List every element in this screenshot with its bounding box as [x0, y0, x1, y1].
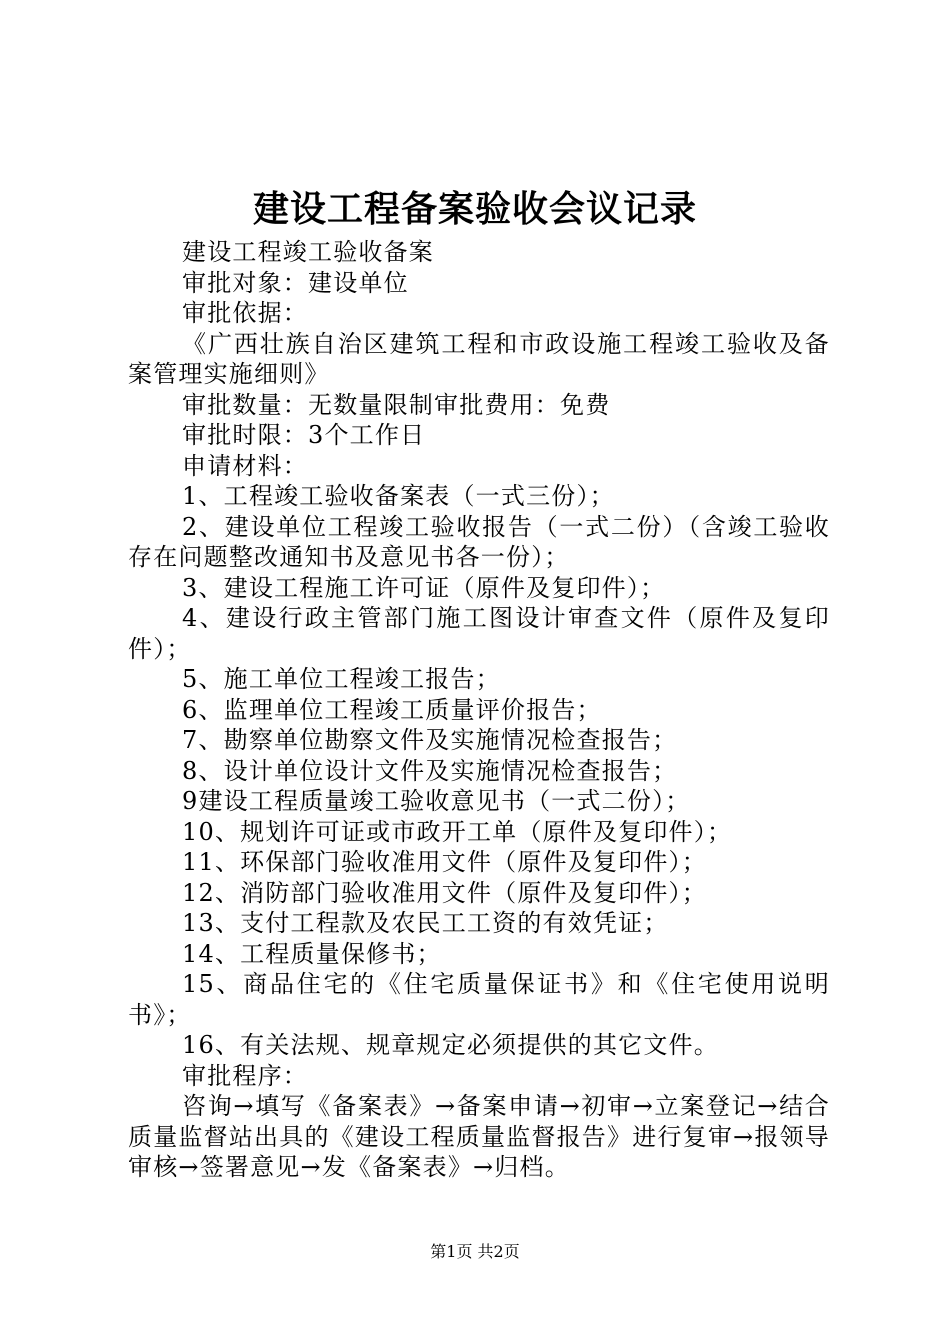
paragraph-materials-label: 申请材料： [182, 451, 308, 480]
paragraph-approval-quantity-fee: 审批数量：无数量限制审批费用：免费 [182, 390, 611, 419]
material-item-3: 3、建设工程施工许可证（原件及复印件）； [182, 573, 666, 602]
material-item-12: 12、消防部门验收准用文件（原件及复印件）； [182, 878, 707, 907]
paragraph-project-name: 建设工程竣工验收备案 [182, 238, 434, 266]
material-item-8: 8、设计单位设计文件及实施情况检查报告； [182, 756, 678, 785]
material-item-16: 16、有关法规、规章规定必须提供的其它文件。 [182, 1031, 719, 1059]
material-item-7: 7、勘察单位勘察文件及实施情况检查报告； [182, 726, 678, 754]
document-title: 建设工程备案验收会议记录 [252, 188, 697, 230]
paragraph-procedure-label: 审批程序： [182, 1061, 308, 1090]
paragraph-approval-basis: 《广西壮族自治区建筑工程和市政设施工程竣工验收及备案管理实施细则》 [128, 329, 830, 388]
material-item-4: 4、建设行政主管部门施工图设计审查文件（原件及复印件）； [128, 604, 830, 663]
paragraph-approval-time-limit: 审批时限：3个工作日 [182, 421, 426, 449]
material-item-14: 14、工程质量保修书； [182, 939, 442, 968]
material-item-6: 6、监理单位工程竣工质量评价报告； [182, 695, 602, 724]
page-footer: 第1页 共2页 [430, 1242, 520, 1261]
paragraph-approval-basis-label: 审批依据： [182, 299, 308, 327]
document-body [128, 237, 830, 1183]
material-item-2: 2、建设单位工程竣工验收报告（一式二份）（含竣工验收存在问题整改通知书及意见书各一份）； [128, 512, 830, 571]
paragraph-procedure: 咨询→填写《备案表》→备案申请→初审→立案登记→结合质量监督站出具的《建设工程质量监督报告》进行复审→报领导审核→签署意见→发《备案表》→归档。 [128, 1092, 830, 1181]
material-item-1: 1、工程竣工验收备案表（一式三份）； [182, 482, 615, 510]
material-item-11: 11、环保部门验收准用文件（原件及复印件）； [182, 848, 707, 876]
material-item-10: 10、规划许可证或市政开工单（原件及复印件）； [182, 817, 733, 846]
material-item-13: 13、支付工程款及农民工工资的有效凭证； [182, 909, 669, 937]
material-item-9: 9建设工程质量竣工验收意见书（一式二份）； [182, 787, 691, 815]
material-item-15: 15、商品住宅的《住宅质量保证书》和《住宅使用说明书》； [128, 970, 830, 1029]
material-item-5: 5、施工单位工程竣工报告； [182, 665, 501, 693]
paragraph-approval-object: 审批对象：建设单位 [182, 268, 409, 297]
